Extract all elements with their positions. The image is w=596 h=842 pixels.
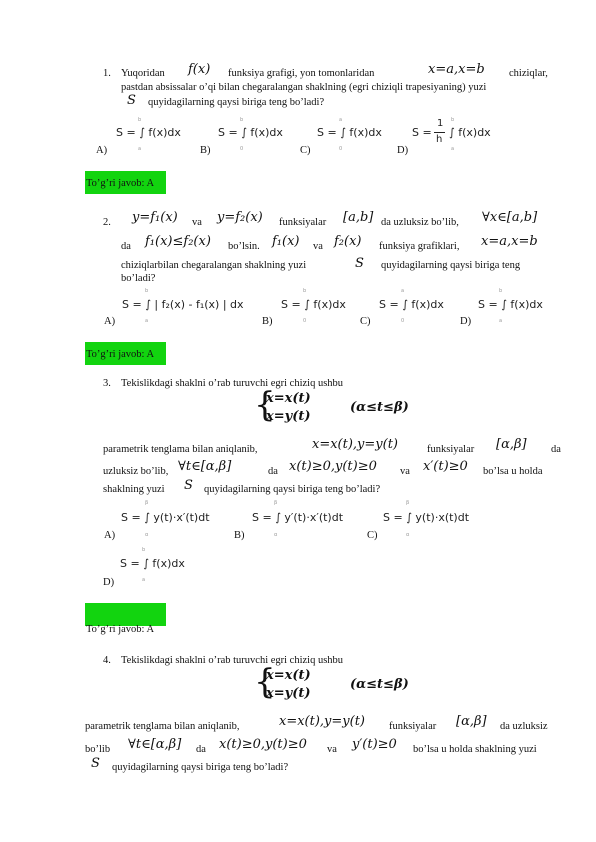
question-text: bo’lsin. (228, 241, 260, 252)
math-symbol: S (355, 256, 364, 271)
question-text: funksiyalar (389, 721, 437, 732)
option-formula: S = ∫ f(x)dx (281, 298, 346, 311)
math-expression: [α,β] (496, 437, 527, 452)
system-brace: { (254, 662, 276, 702)
question-text: quyidagilarning qaysi biriga teng bo’ladi? (112, 762, 289, 773)
option-formula: ∫ f(x)dx (449, 126, 491, 139)
option-formula: S = ∫ | f₂(x) - f₁(x) | dx (122, 298, 244, 311)
question-text: bo’ladi? (121, 273, 156, 284)
option-formula: S = ∫ f(x)dx (379, 298, 444, 311)
math-symbol: S (91, 756, 100, 771)
option-formula: S = ∫ f(x)dx (478, 298, 543, 311)
system-brace: { (254, 385, 276, 425)
option-formula: S = ∫ y(t)·x(t)dt (383, 511, 470, 524)
question-text: da (121, 241, 131, 252)
option-label[interactable]: C) (367, 530, 378, 541)
math-expression: ∀t∈[α,β] (178, 459, 232, 474)
option-label[interactable]: B) (200, 145, 211, 156)
question-text: Tekislikdagi shaklni o’rab turuvchi egri chiziq ushbu (121, 378, 344, 389)
option-label[interactable]: D) (397, 145, 409, 156)
question-text: bo’lib (85, 744, 111, 755)
option-formula: S = ∫ f(x)dx (120, 557, 185, 570)
option-formula: S = ∫ y′(t)·x′(t)dt (252, 511, 344, 524)
option-formula: S = ∫ y(t)·x′(t)dt (121, 511, 210, 524)
option-label[interactable]: D) (460, 316, 472, 327)
correct-answer: To’g’ri javob: A (86, 349, 155, 360)
math-symbol: S (184, 478, 193, 493)
math-expression: x(t)≥0,y(t)≥0 (219, 737, 307, 752)
question-text: va (327, 744, 337, 755)
correct-answer: To’g’ri javob: A (86, 624, 155, 635)
math-expression: [a,b] (343, 210, 374, 225)
question-text: parametrik tenglama bilan aniqlanib, (85, 721, 240, 732)
math-expression: y=f₂(x) (217, 210, 263, 225)
question-text: va (313, 241, 323, 252)
question-text: da uzluksiz (500, 721, 548, 732)
question-text: va (400, 466, 410, 477)
question-text: da (551, 444, 561, 455)
question-text: funksiya grafigi, yon tomonlaridan (228, 68, 375, 79)
question-text: shaklning yuzi (103, 484, 165, 495)
parametric-equation: x=y(t) (266, 409, 311, 424)
answer-highlight (85, 603, 166, 626)
question-text: Yuqoridan (121, 68, 165, 79)
question-number: 4. (103, 655, 111, 666)
math-expression: [α,β] (456, 714, 487, 729)
parametric-equation: x=x(t) (266, 391, 311, 406)
question-text: parametrik tenglama bilan aniqlanib, (103, 444, 258, 455)
question-text: quyidagilarning qaysi biriga teng (381, 260, 521, 271)
option-label[interactable]: C) (300, 145, 311, 156)
option-formula: S = ∫ f(x)dx (317, 126, 382, 139)
question-text: bo’lsa u holda (483, 466, 543, 477)
question-text: quyidagilarning qaysi biriga teng bo’ladi? (148, 97, 325, 108)
question-text: funksiya grafiklari, (379, 241, 460, 252)
math-expression: ∀t∈[α,β] (128, 737, 182, 752)
question-text: funksiyalar (279, 217, 327, 228)
option-label[interactable]: A) (96, 145, 108, 156)
question-number: 1. (103, 68, 111, 79)
question-text: va (192, 217, 202, 228)
correct-answer: To’g’ri javob: A (86, 178, 155, 189)
fraction-numerator: 1 (437, 118, 444, 129)
math-expression: ∀x∈[a,b] (482, 210, 538, 225)
parameter-range: (α≤t≤β) (350, 677, 409, 692)
option-label[interactable]: A) (104, 530, 116, 541)
question-text: da (196, 744, 206, 755)
math-expression: f₁(x) (272, 234, 300, 249)
math-symbol: S (127, 93, 136, 108)
question-text: bo’lsa u holda shaklning yuzi (413, 744, 537, 755)
math-expression: x(t)≥0,y(t)≥0 (289, 459, 377, 474)
option-label[interactable]: D) (103, 577, 115, 588)
question-text: funksiyalar (427, 444, 475, 455)
math-expression: f(x) (188, 62, 211, 77)
question-text: pastdan absissalar o’qi bilan chegaralangan shaklning (egri chiziqli trapesiyaning) yuzi (121, 82, 487, 93)
question-text: quyidagilarning qaysi biriga teng bo’ladi? (204, 484, 381, 495)
question-number: 2. (103, 217, 111, 228)
question-text: da uzluksiz bo’lib, (381, 217, 459, 228)
question-text: chiziqlarbilan chegaralangan shaklning yuzi (121, 260, 307, 271)
fraction-bar (434, 132, 445, 133)
math-expression: y=f₁(x) (132, 210, 178, 225)
math-expression: x′(t)≥0 (423, 459, 468, 474)
math-expression: y′(t)≥0 (352, 737, 397, 752)
option-label[interactable]: B) (262, 316, 273, 327)
option-formula: S = ∫ f(x)dx (218, 126, 283, 139)
fraction-denominator: h (436, 134, 443, 145)
option-label[interactable]: B) (234, 530, 245, 541)
option-label[interactable]: A) (104, 316, 116, 327)
question-text: uzluksiz bo’lib, (103, 466, 169, 477)
math-expression: x=x(t),y=y(t) (279, 714, 366, 729)
math-expression: f₂(x) (334, 234, 362, 249)
question-text: da (268, 466, 278, 477)
option-label[interactable]: C) (360, 316, 371, 327)
parametric-equation: x=x(t) (266, 668, 311, 683)
math-expression: x=a,x=b (481, 234, 538, 249)
question-number: 3. (103, 378, 111, 389)
math-expression: f₁(x)≤f₂(x) (145, 234, 211, 249)
question-text: chiziqlar, (509, 68, 548, 79)
math-expression: x=a,x=b (428, 62, 485, 77)
option-formula: S = ∫ f(x)dx (116, 126, 181, 139)
option-formula-prefix: S = (412, 126, 432, 139)
math-expression: x=x(t),y=y(t) (312, 437, 399, 452)
parametric-equation: x=y(t) (266, 686, 311, 701)
question-text: Tekislikdagi shaklni o’rab turuvchi egri chiziq ushbu (121, 655, 344, 666)
parameter-range: (α≤t≤β) (350, 400, 409, 415)
